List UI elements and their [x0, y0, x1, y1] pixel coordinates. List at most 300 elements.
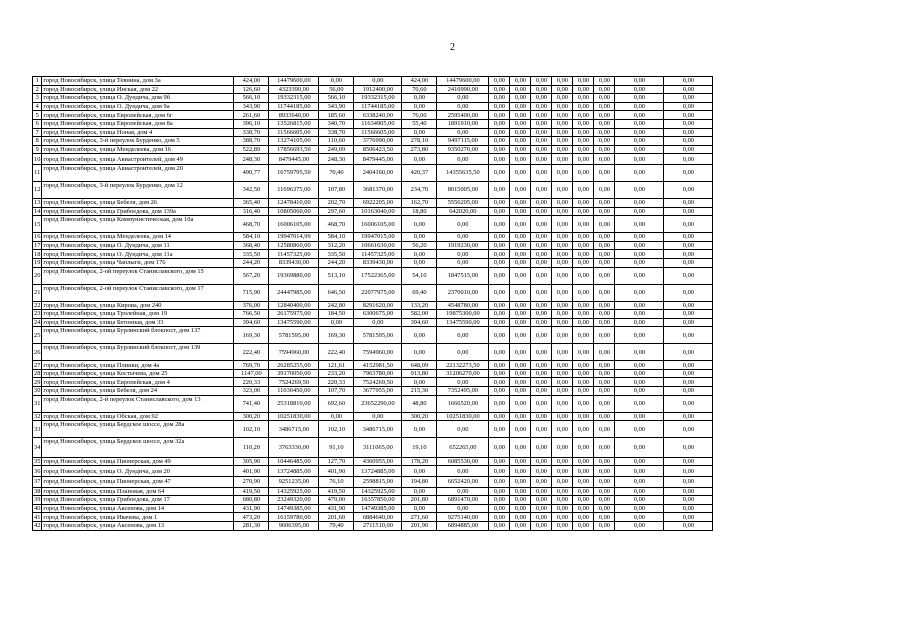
value-cell: 0,00 — [573, 119, 594, 128]
row-number: 17 — [34, 242, 41, 250]
value-cell: 297,60 — [319, 207, 354, 216]
value-cell: 11030450,00 — [269, 387, 319, 396]
value-cell: 0,00 — [594, 198, 615, 207]
value-cell: 0,00 — [510, 164, 531, 181]
table-row — [33, 85, 762, 94]
value-cell: 0,00 — [594, 496, 615, 505]
value-cell: 0,00 — [664, 145, 713, 154]
value-cell: 0,00 — [594, 119, 615, 128]
value-cell: 0,00 — [531, 395, 552, 412]
value-cell: 0,00 — [510, 476, 531, 487]
value-cell: 11744185,00 — [354, 102, 402, 111]
value-cell: 107,70 — [319, 387, 354, 396]
value-cell: 13526815,00 — [269, 119, 319, 128]
value-cell: 0,00 — [437, 504, 489, 513]
table-row — [33, 102, 762, 111]
value-cell: 169,30 — [234, 327, 269, 344]
row-number: 21 — [33, 284, 42, 301]
value-cell: 0,00 — [552, 369, 573, 378]
value-cell: 468,70 — [319, 216, 354, 233]
value-cell: 0,00 — [573, 421, 594, 438]
value-cell: 0,00 — [573, 77, 594, 86]
address-cell: город Новосибирск, улица Коммунистическая, дом 10а — [42, 216, 234, 233]
value-cell: 0,00 — [664, 513, 713, 522]
value-cell: 0,00 — [531, 412, 552, 421]
value-cell: 0,00 — [615, 466, 664, 477]
value-cell: 23652290,00 — [354, 395, 402, 412]
value-cell: 6884640,00 — [354, 513, 402, 522]
value-cell: 0,00 — [594, 344, 615, 361]
table-row — [33, 207, 762, 216]
value-cell: 0,00 — [510, 77, 531, 86]
value-cell: 0,00 — [531, 94, 552, 103]
value-cell: 0,00 — [531, 466, 552, 477]
value-cell: 0,00 — [489, 258, 510, 267]
value-cell: 0,00 — [437, 327, 489, 344]
value-cell: 19947014,99 — [269, 233, 319, 242]
value-cell: 0,00 — [489, 496, 510, 505]
value-cell: 0,00 — [510, 85, 531, 94]
value-cell: 0,00 — [552, 284, 573, 301]
value-cell: 2598815,00 — [354, 476, 402, 487]
value-cell: 16006105,00 — [354, 216, 402, 233]
value-cell: 0,00 — [552, 119, 573, 128]
value-cell: 0,00 — [594, 457, 615, 466]
value-cell: 567,20 — [234, 267, 269, 284]
value-cell: 490,77 — [234, 164, 269, 181]
value-cell: 0,00 — [552, 128, 573, 137]
value-cell: 0,00 — [573, 85, 594, 94]
value-cell: 6085530,00 — [437, 457, 489, 466]
value-cell: 396,10 — [234, 119, 269, 128]
value-cell: 0,00 — [664, 457, 713, 466]
value-cell: 913,80 — [402, 369, 437, 378]
value-cell: 107,80 — [319, 181, 354, 198]
value-cell: 278,10 — [402, 137, 437, 146]
value-cell: 0,00 — [552, 267, 573, 284]
table-row — [33, 369, 762, 378]
value-cell: 14325925,00 — [354, 487, 402, 496]
value-cell: 0,00 — [402, 233, 437, 242]
value-cell: 102,10 — [234, 421, 269, 438]
table-row — [33, 513, 762, 522]
value-cell: 0,00 — [402, 421, 437, 438]
value-cell: 0,00 — [615, 207, 664, 216]
value-cell: 0,00 — [594, 111, 615, 120]
value-cell: 17856693,50 — [269, 145, 319, 154]
value-cell: 0,00 — [664, 378, 713, 387]
value-cell: 0,00 — [594, 102, 615, 111]
value-cell: 0,00 — [594, 241, 615, 250]
value-cell: 0,00 — [615, 476, 664, 487]
value-cell: 0,00 — [510, 318, 531, 327]
value-cell: 642020,00 — [437, 207, 489, 216]
value-cell: 0,00 — [615, 521, 664, 530]
value-cell: 0,00 — [552, 233, 573, 242]
table-row — [33, 111, 762, 120]
value-cell: 0,00 — [594, 137, 615, 146]
register-table-body — [33, 77, 762, 531]
value-cell: 388,70 — [234, 137, 269, 146]
value-cell: 4548780,00 — [437, 301, 489, 310]
value-cell: 0,00 — [510, 154, 531, 165]
value-cell: 0,00 — [531, 164, 552, 181]
table-row — [33, 128, 762, 137]
value-cell: 0,00 — [594, 267, 615, 284]
value-cell: 300,20 — [234, 412, 269, 421]
value-cell: 6338240,00 — [354, 111, 402, 120]
value-cell: 0,00 — [489, 301, 510, 310]
value-cell: 0,00 — [489, 487, 510, 496]
value-cell: 0,00 — [664, 395, 713, 412]
value-cell: 10446485,00 — [269, 457, 319, 466]
value-cell: 0,00 — [510, 369, 531, 378]
value-cell: 0,00 — [552, 521, 573, 530]
value-cell: 201,90 — [402, 521, 437, 530]
value-cell: 0,00 — [664, 128, 713, 137]
row-number: 2 — [33, 85, 42, 94]
value-cell: 0,00 — [594, 207, 615, 216]
value-cell: 368,40 — [234, 241, 269, 250]
value-cell: 16006105,00 — [269, 216, 319, 233]
value-cell: 0,00 — [402, 327, 437, 344]
address-cell: город Новосибирск, улица Тролейная, дом 19 — [42, 310, 234, 319]
value-cell: 0,00 — [664, 198, 713, 207]
value-cell: 0,00 — [531, 421, 552, 438]
value-cell: 692,60 — [319, 395, 354, 412]
value-cell: 338,70 — [234, 128, 269, 137]
value-cell: 335,50 — [319, 250, 354, 259]
table-row — [33, 77, 762, 86]
value-cell: 4152981,50 — [354, 361, 402, 370]
value-cell: 0,00 — [552, 387, 573, 396]
address-cell: город Новосибирск, улица Бердское шоссе, дом 32а — [42, 438, 234, 458]
table-row — [33, 301, 762, 310]
value-cell: 7524269,50 — [269, 378, 319, 387]
row-number: 22 — [34, 301, 41, 309]
value-cell: 0,00 — [594, 301, 615, 310]
address-cell: город Новосибирск, 3-й переулок Бурденко, дом 5 — [42, 137, 234, 146]
value-cell: 0,00 — [437, 466, 489, 477]
value-cell: 0,00 — [573, 128, 594, 137]
value-cell: 3111065,00 — [354, 438, 402, 458]
value-cell: 479,00 — [319, 496, 354, 505]
value-cell: 0,00 — [402, 487, 437, 496]
value-cell: 0,00 — [437, 250, 489, 259]
value-cell: 0,00 — [573, 154, 594, 165]
value-cell: 0,00 — [664, 412, 713, 421]
value-cell: 127,70 — [319, 457, 354, 466]
row-number: 25 — [33, 327, 42, 344]
value-cell: 5781595,00 — [354, 327, 402, 344]
table-row — [33, 267, 762, 284]
value-cell: 0,00 — [531, 154, 552, 165]
value-cell: 8291620,00 — [354, 301, 402, 310]
value-cell: 0,00 — [615, 327, 664, 344]
value-cell: 0,00 — [664, 111, 713, 120]
value-cell: 0,00 — [402, 504, 437, 513]
value-cell: 0,00 — [489, 94, 510, 103]
value-cell: 242,80 — [319, 301, 354, 310]
value-cell: 0,00 — [615, 387, 664, 396]
table-row — [33, 119, 762, 128]
value-cell: 110,20 — [234, 438, 269, 458]
value-cell: 340,70 — [319, 119, 354, 128]
value-cell: 76,10 — [319, 476, 354, 487]
value-cell: 0,00 — [615, 198, 664, 207]
value-cell: 0,00 — [615, 369, 664, 378]
value-cell: 0,00 — [510, 496, 531, 505]
value-cell: 0,00 — [664, 102, 713, 111]
value-cell: 0,00 — [552, 198, 573, 207]
value-cell: 0,00 — [552, 241, 573, 250]
value-cell: 766,50 — [234, 310, 269, 319]
value-cell: 7352495,00 — [437, 387, 489, 396]
table-row — [33, 137, 762, 146]
value-cell: 19875300,00 — [437, 310, 489, 319]
value-cell: 11457325,00 — [354, 250, 402, 259]
value-cell: 12478410,00 — [269, 198, 319, 207]
value-cell: 13475590,00 — [437, 318, 489, 327]
table-row — [33, 216, 762, 233]
value-cell: 0,00 — [594, 154, 615, 165]
value-cell: 0,00 — [489, 438, 510, 458]
value-cell: 0,00 — [615, 241, 664, 250]
value-cell: 11696375,00 — [269, 181, 319, 198]
value-cell: 0,00 — [594, 504, 615, 513]
value-cell: 8015005,00 — [437, 181, 489, 198]
value-cell: 0,00 — [664, 258, 713, 267]
value-cell: 0,00 — [510, 241, 531, 250]
value-cell: 102,10 — [319, 421, 354, 438]
value-cell: 0,00 — [664, 137, 713, 146]
value-cell: 0,00 — [489, 154, 510, 165]
value-cell: 0,00 — [615, 496, 664, 505]
value-cell: 0,00 — [402, 466, 437, 477]
table-row — [33, 318, 762, 327]
value-cell: 0,00 — [489, 207, 510, 216]
value-cell: 0,00 — [402, 258, 437, 267]
value-cell: 394,60 — [234, 318, 269, 327]
value-cell: 0,00 — [664, 284, 713, 301]
value-cell: 582,00 — [402, 310, 437, 319]
value-cell: 0,00 — [615, 77, 664, 86]
value-cell: 48,80 — [402, 395, 437, 412]
value-cell: 0,00 — [510, 111, 531, 120]
value-cell: 0,00 — [664, 387, 713, 396]
value-cell: 0,00 — [489, 233, 510, 242]
value-cell: 201,60 — [319, 513, 354, 522]
address-cell: город Новосибирск, улица Бебеля, дом 24 — [42, 387, 234, 396]
value-cell: 13724885,00 — [354, 466, 402, 477]
value-cell: 0,00 — [594, 421, 615, 438]
value-cell: 220,33 — [319, 378, 354, 387]
value-cell: 0,00 — [664, 487, 713, 496]
value-cell: 0,00 — [510, 284, 531, 301]
table-row — [33, 241, 762, 250]
value-cell: 0,00 — [664, 466, 713, 477]
value-cell: 0,00 — [664, 267, 713, 284]
address-cell: город Новосибирск, улица Грибоедова, дом 17 — [42, 496, 234, 505]
value-cell: 0,00 — [594, 94, 615, 103]
value-cell: 0,00 — [319, 77, 354, 86]
address-cell: город Новосибирск, улица Костычева, дом 25 — [42, 369, 234, 378]
value-cell: 0,00 — [594, 310, 615, 319]
value-cell: 0,00 — [510, 94, 531, 103]
value-cell: 0,00 — [573, 310, 594, 319]
value-cell: 0,00 — [510, 513, 531, 522]
value-cell: 0,00 — [573, 487, 594, 496]
table-row — [33, 412, 762, 421]
value-cell: 0,00 — [573, 145, 594, 154]
value-cell: 169,30 — [319, 327, 354, 344]
value-cell: 0,00 — [531, 438, 552, 458]
value-cell: 473,20 — [234, 513, 269, 522]
value-cell: 0,00 — [573, 378, 594, 387]
value-cell: 11566605,00 — [269, 128, 319, 137]
value-cell: 0,00 — [664, 361, 713, 370]
value-cell: 0,00 — [531, 233, 552, 242]
value-cell: 24447985,00 — [269, 284, 319, 301]
value-cell: 9251235,00 — [269, 476, 319, 487]
value-cell: 0,00 — [510, 504, 531, 513]
value-cell: 0,00 — [531, 378, 552, 387]
row-number: 37 — [34, 478, 41, 486]
value-cell: 0,00 — [615, 181, 664, 198]
value-cell: 0,00 — [615, 102, 664, 111]
value-cell: 0,00 — [615, 154, 664, 165]
table-row — [33, 164, 762, 181]
value-cell: 0,00 — [573, 111, 594, 120]
address-cell: город Новосибирск, улица Бердское шоссе, дом 28а — [42, 421, 234, 438]
value-cell: 19,10 — [402, 438, 437, 458]
value-cell: 342,50 — [234, 181, 269, 198]
value-cell: 0,00 — [664, 181, 713, 198]
value-cell: 12580860,00 — [269, 241, 319, 250]
value-cell: 0,00 — [664, 496, 713, 505]
address-cell: город Новосибирск, 3-й переулок Бурденко, дом 12 — [42, 181, 234, 198]
value-cell: 431,90 — [319, 504, 354, 513]
address-cell: город Новосибирск, 2-ой переулок Станиславского, дом 15 — [42, 267, 234, 284]
value-cell: 39170050,00 — [269, 369, 319, 378]
row-number: 1 — [33, 77, 42, 86]
value-cell: 0,00 — [531, 85, 552, 94]
value-cell: 6652420,00 — [437, 476, 489, 487]
row-number: 38 — [34, 487, 41, 495]
value-cell: 0,00 — [552, 310, 573, 319]
row-number: 7 — [33, 128, 42, 137]
value-cell: 0,00 — [615, 258, 664, 267]
row-number: 5 — [33, 111, 42, 120]
value-cell: 14479600,00 — [269, 77, 319, 86]
value-cell: 0,00 — [489, 513, 510, 522]
value-cell: 0,00 — [489, 267, 510, 284]
value-cell: 0,00 — [552, 250, 573, 259]
address-cell: город Новосибирск, 2-й переулок Станиславского, дом 13 — [42, 395, 234, 412]
value-cell: 0,00 — [489, 504, 510, 513]
value-cell: 0,00 — [573, 504, 594, 513]
value-cell: 201,80 — [402, 496, 437, 505]
value-cell: 55,40 — [402, 119, 437, 128]
value-cell: 0,00 — [573, 466, 594, 477]
value-cell: 0,00 — [594, 412, 615, 421]
row-number: 36 — [34, 467, 41, 475]
value-cell: 0,00 — [510, 521, 531, 530]
row-number: 16 — [34, 233, 41, 241]
row-number: 29 — [34, 378, 41, 386]
table-row — [33, 145, 762, 154]
value-cell: 646,50 — [319, 284, 354, 301]
value-cell: 0,00 — [664, 521, 713, 530]
value-cell: 0,00 — [531, 457, 552, 466]
value-cell: 16159780,00 — [269, 513, 319, 522]
value-cell: 0,00 — [510, 387, 531, 396]
value-cell: 0,00 — [615, 164, 664, 181]
value-cell: 0,00 — [489, 361, 510, 370]
value-cell: 0,00 — [552, 102, 573, 111]
value-cell: 79,40 — [319, 521, 354, 530]
value-cell: 0,00 — [552, 438, 573, 458]
value-cell: 22132273,50 — [437, 361, 489, 370]
value-cell: 0,00 — [489, 250, 510, 259]
value-cell: 584,10 — [234, 233, 269, 242]
value-cell: 0,00 — [531, 181, 552, 198]
value-cell: 0,00 — [615, 216, 664, 233]
table-row — [33, 181, 762, 198]
value-cell: 1891910,00 — [437, 119, 489, 128]
value-cell: 0,00 — [664, 327, 713, 344]
value-cell: 0,00 — [489, 85, 510, 94]
value-cell: 0,00 — [531, 327, 552, 344]
row-number: 8 — [33, 137, 42, 146]
value-cell: 56,20 — [402, 241, 437, 250]
value-cell: 0,00 — [510, 301, 531, 310]
value-cell: 0,00 — [489, 102, 510, 111]
value-cell: 0,00 — [552, 216, 573, 233]
row-number: 26 — [33, 344, 42, 361]
value-cell: 0,00 — [594, 361, 615, 370]
value-cell: 6891470,00 — [437, 496, 489, 505]
value-cell: 10251830,00 — [437, 412, 489, 421]
value-cell: 261,60 — [234, 111, 269, 120]
value-cell: 0,00 — [594, 216, 615, 233]
table-row — [33, 438, 762, 458]
value-cell: 3681370,00 — [354, 181, 402, 198]
value-cell: 234,70 — [402, 181, 437, 198]
value-cell: 0,00 — [552, 361, 573, 370]
value-cell: 0,00 — [573, 369, 594, 378]
value-cell: 0,00 — [531, 496, 552, 505]
value-cell: 0,00 — [510, 145, 531, 154]
value-cell: 91,10 — [319, 438, 354, 458]
value-cell: 0,00 — [552, 327, 573, 344]
value-cell: 0,00 — [531, 310, 552, 319]
value-cell: 0,00 — [552, 476, 573, 487]
value-cell: 0,00 — [510, 438, 531, 458]
value-cell: 741,40 — [234, 395, 269, 412]
value-cell: 14479600,00 — [437, 77, 489, 86]
value-cell: 14749385,00 — [354, 504, 402, 513]
table-row — [33, 250, 762, 259]
value-cell: 0,00 — [615, 137, 664, 146]
value-cell: 0,00 — [489, 310, 510, 319]
value-cell: 162,70 — [402, 198, 437, 207]
value-cell: 0,00 — [531, 267, 552, 284]
value-cell: 0,00 — [573, 233, 594, 242]
address-cell: город Новосибирск, улица Плинки, дом 4а — [42, 361, 234, 370]
value-cell: 0,00 — [531, 137, 552, 146]
table-row — [33, 504, 762, 513]
